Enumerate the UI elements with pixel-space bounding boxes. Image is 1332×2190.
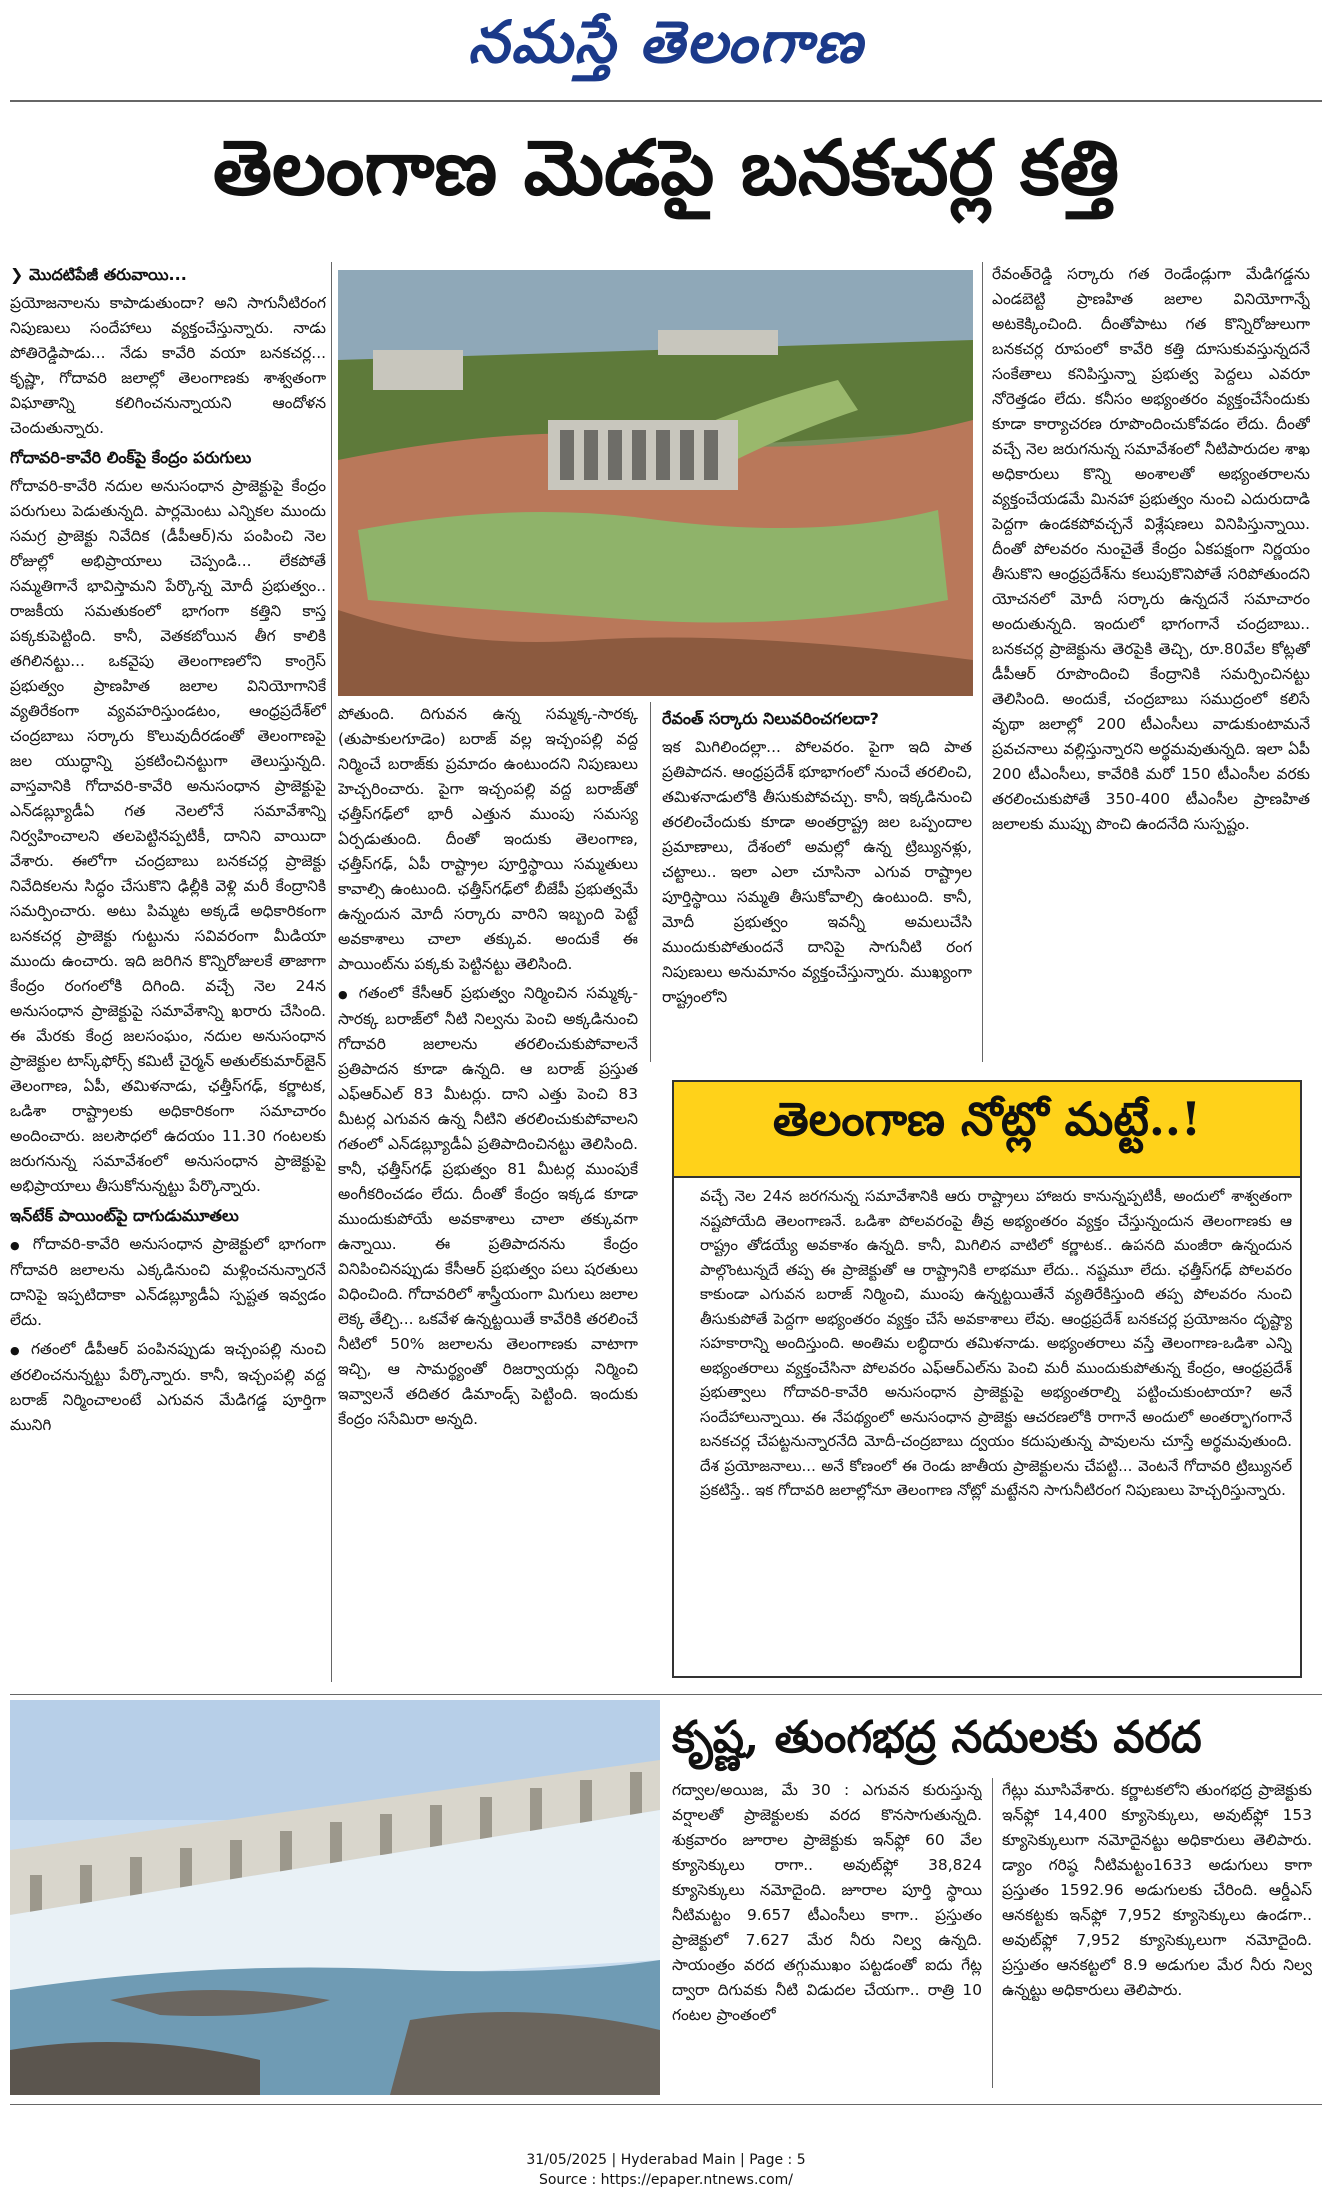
reservoir-photo-drawing bbox=[338, 270, 973, 696]
kicker-text: మొదటిపేజీ తరువాయి... bbox=[28, 265, 187, 284]
bullet-paragraph: ● గతంలో డీపీఆర్ పంపినప్పుడు ఇచ్చంపల్లి నుంచి తరలించనున్నట్టు పేర్కొన్నారు. కానీ, ఇచ్చంపల్లి వద్ద బరాజ్ నిర్మించాలంటే ఎగువన మేడిగడ్డ పూర్తిగా మునిగి bbox=[10, 1337, 326, 1438]
reservoir-photo bbox=[338, 270, 973, 696]
bullet-paragraph: ● గోదావరి-కావేరి అనుసంధాన ప్రాజెక్టులో భాగంగా గోదావరి జలాలను ఎక్కడినుంచి మళ్లించనున్నారనే దానిపై ఇప్పటిదాకా ఎన్‌డబ్ల్యూడీఏ స్పష్టత ఇవ్వడం లేదు. bbox=[10, 1232, 326, 1333]
footer-date-edition: 31/05/2025 | Hyderabad Main | Page : 5 bbox=[526, 2152, 806, 2168]
boxed-story-body bbox=[700, 1184, 1292, 1674]
masthead-rule bbox=[10, 100, 1322, 102]
paragraph: గద్వాల/అయిజ, మే 30 : ఎగువన కురుస్తున్న వర్షాలతో ప్రాజెక్టులకు వరద కొనసాగుతున్నది. శుక్రవారం జూరాల ప్రాజెక్టుకు ఇన్‌ఫ్లో 60 వేల క్యూసెక్కులు రాగా.. అవుట్‌ఫ్లో 38,824 క్యూసెక్కులు నమోదైంది. జూరాల పూర్తి స్థాయి నీటిమట్టం 9.657 టీఎంసీలు కాగా.. ప్రస్తుతం ప్రాజెక్టులో 7.627 మేర నీరు నిల్వ ఉన్నది. సాయంత్రం వరద తగ్గుముఖం పట్టడంతో ఐదు గేట్ల ద్వారా దిగువకు నీటి విడుదల చేయగా.. రాత్రి 10 గంటల ప్రాంతంలో bbox=[672, 1781, 982, 2024]
section-divider bbox=[10, 1694, 1322, 1695]
column-divider bbox=[650, 702, 651, 1062]
paragraph: ఇక మిగిలిందల్లా... పోలవరం. పైగా ఇది పాత ప్రతిపాదన. ఆంధ్రప్రదేశ్ భూభాగంలో నుంచే తరలించి, తమిళనాడులోకి తీసుకుపోవచ్చు. కానీ, ఇక్కడినుంచి తరలించేందుకు కూడా అంతర్రాష్ట్ర జల ఒప్పందాల ప్రమాణాలు, దేశంలో అమల్లో ఉన్న ట్రిబ్యునళ్లు, చట్టాలు.. ఇలా ఎలా చూసినా ఎగువ రాష్ట్రాల పూర్తిస్థాయి సమ్మతి తీసుకోవాల్సి ఉంటుంది. కానీ, మోదీ ప్రభుత్వం ఇవన్నీ అమలుచేసి ముందుకుపోతుందనే దానిపై సాగునీటి రంగ నిపుణులు అనుమానం వ్యక్తంచేస్తున్నారు. ముఖ్యంగా రాష్ట్రంలోని bbox=[662, 738, 972, 1006]
column-4 bbox=[992, 262, 1310, 1072]
article2-column-a bbox=[672, 1778, 982, 2088]
paragraph: రేవంత్‌రెడ్డి సర్కారు గత రెండేండ్లుగా మేడిగడ్డను ఎండబెట్టి ప్రాణహిత జలాల వినియోగాన్నే అటకెక్కించింది. దీంతోపాటు గత కొన్నిరోజులుగా బనకచర్ల రూపంలో కావేరి కత్తి దూసుకువస్తున్నదనే సంకేతాలు కనిపిస్తున్నా ప్రభుత్వ పెద్దలు ఎవరూ నోరెత్తడం లేదు. కనీసం అభ్యంతరం వ్యక్తంచేసేందుకు కూడా కార్యాచరణ రూపొందించుకోవడం లేదు. దీంతో వచ్చే నెల జరుగనున్న సమావేశంలో నీటిపారుదల శాఖ అధికారులు కొన్ని అంశాలతో అభ్యంతరాలను వ్యక్తంచేయడమే మినహా ప్రభుత్వం నుంచి ఎదురుదాడి పెద్దగా ఉండకపోవచ్చనే విశ్లేషణలు వినిపిస్తున్నాయి. దీంతో పోలవరం నుంచైతే కేంద్రం ఏకపక్షంగా నిర్ణయం తీసుకొని ఆంధ్రప్రదేశ్‌ను కలుపుకొనిపోతే సరిపోతుందని యోచనలో మోదీ సర్కారు ఉన్నదనే సమాచారం అందుతున్నది. ఇందులో భాగంగానే చంద్రబాబు.. బనకచర్ల ప్రాజెక్టును తెరపైకి తెచ్చి, రూ.80వేల కోట్లతో డీపీఆర్ రూపొందించి కేంద్రానికి సమర్పించినట్టు తెలిసింది. అందుకే, చంద్రబాబు సముద్రంలో కలిసే వృథా జలాల్లో 200 టీఎంసీలు వాడుకుంటామనే ప్రవచనాలు వల్లిస్తున్నారని అర్థమవుతున్నది. ఇలా ఏపీ 200 టీఎంసీలు, కావేరికి మరో 150 టీఎంసీల వరకు తరలించుకుపోతే 350-400 టీఎంసీల ప్రాణహిత జలాలకు ముప్పు పొంచి ఉందనేది సుస్పష్టం. bbox=[992, 265, 1310, 833]
headline: తెలంగాణ మెడపై బనకచర్ల కత్తి bbox=[212, 123, 1120, 212]
column-divider bbox=[982, 262, 983, 1062]
article2-title: కృష్ణ, తుంగభద్ర నదులకు వరద bbox=[672, 1712, 1202, 1763]
paragraph: పోతుంది. దిగువన ఉన్న సమ్మక్క-సారక్క (తుపాకులగూడెం) బరాజ్ వల్ల ఇచ్చంపల్లి వద్ద నిర్మించే బరాజ్‌కు ప్రమాదం ఉంటుందని నిపుణులు హెచ్చరించారు. పైగా ఇచ్చంపల్లి వద్ద బరాజ్‌తో ఛత్తీస్‌గఢ్‌లో భారీ ఎత్తున ముంపు సమస్య ఏర్పడుతుంది. దీంతో ఇందుకు తెలంగాణ, ఛత్తీస్‌గఢ్, ఏపీ రాష్ట్రాల పూర్తిస్థాయి సమ్మతులు కావాల్సి ఉంటుంది. ఛత్తీస్‌గఢ్‌లో బీజేపీ ప్రభుత్వమే ఉన్నందున మోదీ సర్కారు వారిని ఇబ్బంది పెట్టే అవకాశాలు చాలా తక్కువ. అందుకే ఈ పాయింట్‌ను పక్కకు పెట్టినట్టు తెలిసింది. bbox=[338, 705, 638, 973]
column-1 bbox=[10, 258, 326, 1688]
column-2 bbox=[338, 702, 638, 1682]
paragraph: ప్రయోజనాలను కాపాడుతుందా? అని సాగునీటిరంగ నిపుణులు సందేహాలు వ్యక్తంచేస్తున్నారు. నాడు పోతిరెడ్డిపాడు... నేడు కావేరి వయా బనకచర్ల... కృష్ణా, గోదావరి జలాల్లో తెలంగాణకు శాశ్వతంగా విఘాతాన్ని కలిగించనున్నాయని ఆందోళన చెందుతున్నారు. bbox=[10, 294, 326, 437]
kicker: ❯ మొదటిపేజీ తరువాయి... bbox=[10, 265, 187, 284]
article2-column-b bbox=[1002, 1778, 1312, 2088]
subhead: రేవంత్ సర్కారు నిలువరించగలదా? bbox=[662, 709, 879, 728]
paragraph: వచ్చే నెల 24న జరగనున్న సమావేశానికి ఆరు రాష్ట్రాలు హాజరు కానున్నప్పటికీ, అందులో శాశ్వతంగా నష్టపోయేది తెలంగాణనే. ఒడిశా పోలవరంపై తీవ్ర అభ్యంతరం వ్యక్తం చేస్తున్నందున తెలంగాణకు ఆ రాష్ట్రం తోడయ్యే అవకాశం ఉన్నది. కానీ, మిగిలిన వాటిలో కర్ణాటక.. ఉపనది మంజీరా ఉన్నందున పాల్గొంటున్నదే తప్ప ఈ ప్రాజెక్టుతో ఆ రాష్ట్రానికి లాభమూ లేదు.. నష్టమూ లేదు. ఛత్తీస్‌గఢ్ పోలవరం కాకుండా ఎగువన బరాజ్ నిర్మించి, ముంపు ఉన్నట్టయితేనే వ్యతిరేకిస్తుంది తప్ప పోలవరం నుంచి తీసుకుపోతే పెద్దగా అభ్యంతరం వ్యక్తం చేసే అవకాశాలు లేవు. ఆంధ్రప్రదేశ్ బనకచర్ల ప్రయోజనం దృష్ట్యా సహకారాన్ని అందిస్తుంది. అంతిమ లబ్ధిదారు తమిళనాడు. అభ్యంతరాలు వస్తే తెలంగాణ-ఒడిశా ఎన్ని అభ్యంతరాలు వ్యక్తంచేసినా పోలవరం ఎఫ్‌ఆర్‌ఎల్‌ను పెంచి మరీ ముందుకుపోతున్న కేంద్రం, ఆంధ్రప్రదేశ్ ప్రభుత్వాలు గోదావరి-కావేరి అనుసంధాన ప్రాజెక్టుపై అభ్యంతరాల్ని పట్టించుకుంటాయా? అనే సందేహాలున్నాయి. ఈ నేపథ్యంలో అనుసంధాన ప్రాజెక్టు ఆచరణలోకి రాగానే అందులో అంతర్భాగంగానే బనకచర్ల చేపట్టనున్నారనేది మోదీ-చంద్రబాబు ద్వయం కదుపుతున్న పావులను చూస్తే అర్థమవుతుంది. దేశ ప్రయోజనాలు... అనే కోణంలో ఈ రెండు జాతీయ ప్రాజెక్టులను చేపట్టి... వెంటనే గోదావరి ట్రిబ్యునల్ ప్రకటిస్తే.. ఇక గోదావరి జలాల్లోనూ తెలంగాణ నోట్లో మట్టేనని సాగునీటిరంగ నిపుణులు హెచ్చరిస్తున్నారు. bbox=[700, 1187, 1292, 1499]
dam-photo bbox=[10, 1700, 660, 2095]
subhead: గోదావరి-కావేరి లింక్‌పై కేంద్రం పరుగులు bbox=[10, 448, 252, 467]
column-divider bbox=[331, 262, 332, 1682]
footer-source: Source : https://epaper.ntnews.com/ bbox=[538, 2172, 794, 2188]
paragraph: గేట్లు మూసివేశారు. కర్ణాటకలోని తుంగభద్ర ప్రాజెక్టుకు ఇన్‌ఫ్లో 14,400 క్యూసెక్కులు, అవుట్‌ఫ్లో 153 క్యూసెక్కులుగా నమోదైనట్టు అధికారులు తెలిపారు. డ్యాం గరిష్ఠ నీటిమట్టం1633 అడుగులు కాగా ప్రస్తుతం 1592.96 అడుగులకు చేరింది. ఆర్డీఎస్ ఆనకట్టకు ఇన్‌ఫ్లో 7,952 క్యూసెక్కులు ఉండగా.. అవుట్‌ఫ్లో 7,952 క్యూసెక్కులుగా నమోదైంది. ప్రస్తుతం ఆనకట్టలో 8.9 అడుగుల మేర నీరు నిల్వ ఉన్నట్టు అధికారులు తెలిపారు. bbox=[1002, 1781, 1312, 1999]
page-bottom-rule bbox=[10, 2104, 1322, 2105]
boxed-story-title: తెలంగాణ నోట్లో మట్టే..! bbox=[772, 1092, 1202, 1146]
column-3 bbox=[662, 702, 972, 1072]
masthead: నమస్తే తెలంగాణ bbox=[468, 8, 864, 76]
column-divider bbox=[992, 1778, 993, 2088]
dam-photo-drawing bbox=[10, 1700, 660, 2095]
paragraph: గోదావరి-కావేరి నదుల అనుసంధాన ప్రాజెక్టుపై కేంద్రం పరుగులు పెడుతున్నది. పార్లమెంటు ఎన్నికల ముందు సమగ్ర ప్రాజెక్టు నివేదిక (డీపీఆర్)ను పంపించి నెల రోజుల్లో అభిప్రాయాలు చెప్పండి... లేకపోతే సమ్మతిగానే భావిస్తామని పేర్కొన్న మోదీ ప్రభుత్వం.. రాజకీయ సమతుకంలో భాగంగా కత్తిని కాస్త పక్కకుపెట్టింది. కానీ, వెతకబోయిన తీగ కాలికి తగిలినట్టు... ఒకవైపు తెలంగాణలోని కాంగ్రెస్ ప్రభుత్వం ప్రాణహిత జలాల వినియోగానికే వ్యతిరేకంగా వ్యవహరిస్తుండటం, ఆంధ్రప్రదేశ్‌లో చంద్రబాబు సర్కారు కొలువుదీరడంతో తెలంగాణపై జల యుద్ధాన్ని ప్రకటించినట్టుగా తెలుస్తున్నది. వాస్తవానికి గోదావరి-కావేరి అనుసంధాన ప్రాజెక్టుపై ఎన్‌డబ్ల్యూడీఏ గత నెలలోనే సమావేశాన్ని నిర్వహించాలని తలపెట్టినప్పటికీ, దానిని వాయిదా వేశారు. ఈలోగా చంద్రబాబు బనకచర్ల ప్రాజెక్టు నివేదికలను సిద్ధం చేసుకొని ఢిల్లీకి వెళ్లి మరీ కేంద్రానికి సమర్పించారు. అటు పిమ్మట అక్కడే అధికారికంగా బనకచర్ల ప్రాజెక్టు గుట్టును సవివరంగా మీడియా ముందు ఉంచారు. ఇది జరిగిన కొన్నిరోజులకే తాజాగా కేంద్రం రంగంలోకి దిగింది. వచ్చే నెల 24న అనుసంధాన ప్రాజెక్టుపై సమావేశాన్ని ఖరారు చేసింది. ఈ మేరకు కేంద్ర జలసంఘం, నదుల అనుసంధాన ప్రాజెక్టుల టాస్క్‌ఫోర్స్ కమిటీ చైర్మన్ అతుల్‌కుమార్‌జైన్ తెలంగాణ, ఏపీ, తమిళనాడు, ఛత్తీస్‌గఢ్, కర్ణాటక, ఒడిశా రాష్ట్రాలకు అధికారికంగా సమాచారం అందించారు. జలసౌధలో ఉదయం 11.30 గంటలకు జరుగనున్న సమావేశంలో అనుసంధాన ప్రాజెక్టుపై అభిప్రాయాలు తీసుకోనున్నట్టు పేర్కొన్నారు. bbox=[10, 477, 326, 1195]
bullet-paragraph: ● గతంలో కేసీఆర్ ప్రభుత్వం నిర్మించిన సమ్మక్క-సారక్క బరాజ్‌లో నీటి నిల్వను పెంచి అక్కడినుంచి గోదావరి జలాలను తరలించుకుపోవాలనే ప్రతిపాదన కూడా ఉన్నది. ఆ బరాజ్ ప్రస్తుత ఎఫ్‌ఆర్‌ఎల్ 83 మీటర్లు. దాని ఎత్తు పెంచి 83 మీటర్ల ఎగువన ఉన్న నీటిని తరలించుకుపోవాలని గతంలో ఎన్‌డబ్ల్యూడీఏ ప్రతిపాదించినట్టు తెలిసింది. కానీ, ఛత్తీస్‌గఢ్ ప్రభుత్వం 81 మీటర్ల ముంపుకే అంగీకరించడం లేదు. దీంతో కేంద్రం ఇక్కడ కూడా ముందుకుపోయే అవకాశాలు చాలా తక్కువగా ఉన్నాయి. ఈ ప్రతిపాదనను కేంద్రం వినిపించినప్పుడు కేసీఆర్ ప్రభుత్వం పలు షరతులు విధించింది. గోదావరిలో శాస్త్రీయంగా మిగులు జలాల లెక్క తేల్చి... ఒకవేళ ఉన్నట్టయితే కావేరికి తరలించే నీటిలో 50% జలాలను తెలంగాణకు వాటాగా ఇచ్చి, ఆ సామర్థ్యంతో రిజర్వాయర్లు నిర్మించి ఇవ్వాలనే తదితర డిమాండ్స్ పెట్టింది. ఇందుకు కేంద్రం ససేమిరా అన్నది. bbox=[338, 981, 638, 1432]
subhead: ఇన్‌టేక్ పాయింట్‌పై దాగుడుమూతలు bbox=[10, 1206, 239, 1225]
footer bbox=[0, 2150, 1332, 2190]
